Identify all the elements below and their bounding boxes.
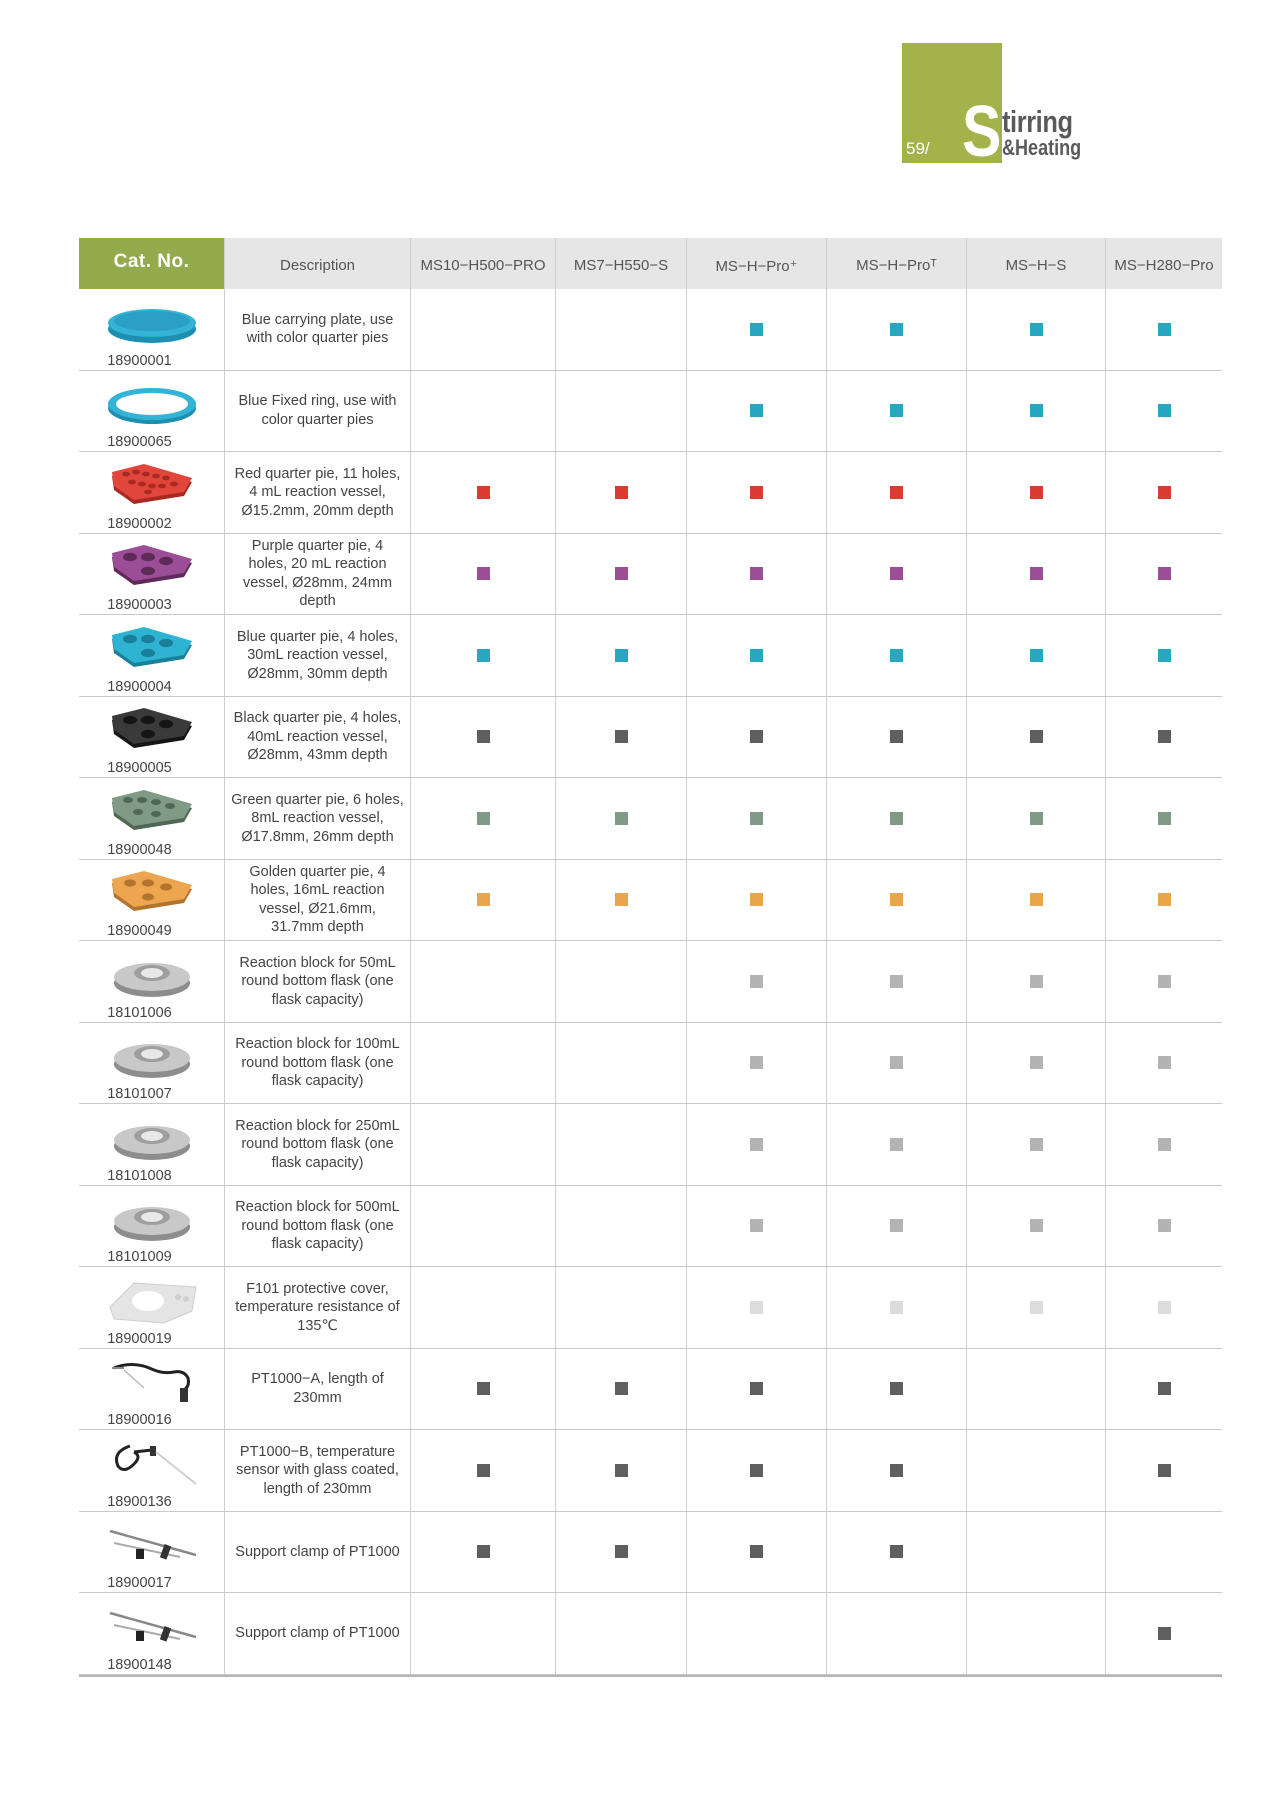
compatible-mark bbox=[477, 567, 490, 580]
blue-ring-icon bbox=[102, 380, 202, 430]
compat-cell-ms-h-s bbox=[967, 860, 1106, 941]
compatible-mark bbox=[615, 1545, 628, 1558]
compat-cell-ms-h-pro-t bbox=[827, 452, 967, 533]
compat-cell-ms10-h500-pro bbox=[411, 371, 556, 452]
description-text: Reaction block for 100mL round bottom flask (one flask capacity) bbox=[235, 1036, 400, 1089]
black-pie-icon bbox=[102, 706, 202, 756]
compat-cell-ms10-h500-pro bbox=[411, 1512, 556, 1593]
description-cell bbox=[225, 778, 411, 859]
cat-no: 18900003 bbox=[107, 597, 172, 613]
compatible-mark bbox=[1030, 975, 1043, 988]
description-text: Support clamp of PT1000 bbox=[235, 1625, 400, 1641]
compatible-mark bbox=[1030, 404, 1043, 417]
cat-no-cell bbox=[79, 371, 225, 452]
cat-no-cell bbox=[79, 860, 225, 941]
compat-cell-ms-h-pro-plus bbox=[687, 1430, 827, 1511]
cat-no-cell bbox=[79, 1104, 225, 1185]
table-row bbox=[79, 1267, 1222, 1349]
compatible-mark bbox=[1158, 323, 1171, 336]
compat-cell-ms-h280-pro bbox=[1106, 534, 1222, 615]
description-cell bbox=[225, 941, 411, 1022]
compatible-mark bbox=[750, 1545, 763, 1558]
compatible-mark bbox=[890, 730, 903, 743]
compat-cell-ms10-h500-pro bbox=[411, 534, 556, 615]
compatible-mark bbox=[890, 1545, 903, 1558]
table-row bbox=[79, 534, 1222, 616]
description-cell bbox=[225, 697, 411, 778]
compat-cell-ms-h-pro-t bbox=[827, 615, 967, 696]
description-text: Reaction block for 50mL round bottom flask (one flask capacity) bbox=[239, 954, 396, 1008]
compat-cell-ms-h-pro-t bbox=[827, 778, 967, 859]
compatible-mark bbox=[1158, 1382, 1171, 1395]
table-row bbox=[79, 1186, 1222, 1268]
compatible-mark bbox=[477, 1464, 490, 1477]
compat-cell-ms10-h500-pro bbox=[411, 941, 556, 1022]
cat-no: 18900019 bbox=[107, 1330, 172, 1347]
compat-cell-ms-h-pro-t bbox=[827, 1023, 967, 1104]
table-row bbox=[79, 941, 1222, 1023]
compat-cell-ms7-h550-s bbox=[556, 1104, 687, 1185]
compat-cell-ms-h-s bbox=[967, 1186, 1106, 1267]
cat-no-cell bbox=[79, 452, 225, 533]
compatible-mark bbox=[615, 1464, 628, 1477]
compatible-mark bbox=[477, 812, 490, 825]
table-row bbox=[79, 289, 1222, 371]
description-cell bbox=[225, 860, 411, 941]
compat-cell-ms10-h500-pro bbox=[411, 1267, 556, 1348]
compat-cell-ms-h280-pro bbox=[1106, 1512, 1222, 1593]
compat-cell-ms-h280-pro bbox=[1106, 778, 1222, 859]
compatible-mark bbox=[1030, 1219, 1043, 1232]
compat-cell-ms-h-pro-plus bbox=[687, 534, 827, 615]
table-row bbox=[79, 1430, 1222, 1512]
page-number: 59/ bbox=[906, 139, 930, 158]
brand-title-line2: &Heating bbox=[1002, 135, 1082, 160]
compatible-mark bbox=[890, 1301, 903, 1314]
compat-cell-ms10-h500-pro bbox=[411, 452, 556, 533]
brand-logo bbox=[902, 43, 1102, 172]
compat-cell-ms10-h500-pro bbox=[411, 778, 556, 859]
compat-cell-ms-h280-pro bbox=[1106, 941, 1222, 1022]
compatible-mark bbox=[890, 1056, 903, 1069]
cat-no: 18900048 bbox=[107, 841, 172, 858]
compat-cell-ms-h-s bbox=[967, 941, 1106, 1022]
header-model-ms10-h500-pro: MS10−H500−PRO bbox=[411, 238, 556, 289]
compatible-mark bbox=[1158, 1219, 1171, 1232]
compatible-mark bbox=[1030, 812, 1043, 825]
compatible-mark bbox=[477, 1382, 490, 1395]
cat-no-cell bbox=[79, 1349, 225, 1430]
table-header-row bbox=[79, 238, 1222, 289]
compatible-mark bbox=[1158, 1056, 1171, 1069]
description-cell bbox=[225, 534, 411, 615]
compat-cell-ms10-h500-pro bbox=[411, 860, 556, 941]
table-row bbox=[79, 1349, 1222, 1431]
description-text: Blue Fixed ring, use with color quarter pies bbox=[238, 393, 397, 428]
cat-no: 18900065 bbox=[107, 434, 172, 450]
compat-cell-ms10-h500-pro bbox=[411, 1349, 556, 1430]
compat-cell-ms10-h500-pro bbox=[411, 1430, 556, 1511]
description-text: Purple quarter pie, 4 holes, 20 mL reaction vessel, Ø28mm, 24mm depth bbox=[242, 537, 393, 610]
compat-cell-ms-h280-pro bbox=[1106, 1593, 1222, 1674]
header-model-ms-h-pro-t: MS−H−Proᵀ bbox=[827, 238, 967, 289]
compatible-mark bbox=[1030, 1301, 1043, 1314]
compat-cell-ms7-h550-s bbox=[556, 371, 687, 452]
compat-cell-ms-h-pro-t bbox=[827, 1104, 967, 1185]
golden-pie-icon bbox=[102, 869, 202, 919]
compat-cell-ms-h-pro-t bbox=[827, 860, 967, 941]
compatible-mark bbox=[890, 404, 903, 417]
compatible-mark bbox=[890, 1382, 903, 1395]
cat-no-cell bbox=[79, 289, 225, 370]
table-row bbox=[79, 860, 1222, 942]
compat-cell-ms7-h550-s bbox=[556, 534, 687, 615]
compat-cell-ms-h-pro-plus bbox=[687, 1186, 827, 1267]
compat-cell-ms10-h500-pro bbox=[411, 1104, 556, 1185]
description-cell bbox=[225, 1023, 411, 1104]
compat-cell-ms7-h550-s bbox=[556, 1512, 687, 1593]
compat-cell-ms-h-pro-plus bbox=[687, 1349, 827, 1430]
cat-no: 18900002 bbox=[107, 515, 172, 532]
compatible-mark bbox=[477, 893, 490, 906]
compatible-mark bbox=[750, 1301, 763, 1314]
compat-cell-ms7-h550-s bbox=[556, 1267, 687, 1348]
table-row bbox=[79, 1104, 1222, 1186]
compat-cell-ms-h-pro-t bbox=[827, 1593, 967, 1674]
compat-cell-ms-h280-pro bbox=[1106, 697, 1222, 778]
compatible-mark bbox=[477, 486, 490, 499]
compat-cell-ms-h-s bbox=[967, 1104, 1106, 1185]
description-cell bbox=[225, 1593, 411, 1674]
compatible-mark bbox=[750, 893, 763, 906]
compatible-mark bbox=[1030, 486, 1043, 499]
compatible-mark bbox=[1030, 1138, 1043, 1151]
cat-no-cell bbox=[79, 1512, 225, 1593]
compatible-mark bbox=[750, 1138, 763, 1151]
cat-no-cell bbox=[79, 1023, 225, 1104]
description-cell bbox=[225, 615, 411, 696]
compatible-mark bbox=[750, 1219, 763, 1232]
compat-cell-ms-h-s bbox=[967, 452, 1106, 533]
cat-no: 18900001 bbox=[107, 352, 172, 369]
compatible-mark bbox=[890, 649, 903, 662]
compat-cell-ms-h280-pro bbox=[1106, 371, 1222, 452]
compat-cell-ms-h-s bbox=[967, 1430, 1106, 1511]
cat-no-cell bbox=[79, 534, 225, 615]
brand-title-line1: tirring bbox=[1002, 104, 1073, 139]
description-text: Support clamp of PT1000 bbox=[235, 1543, 400, 1560]
compat-cell-ms7-h550-s bbox=[556, 1349, 687, 1430]
header-model-ms-h-pro-plus: MS−H−Pro⁺ bbox=[687, 238, 827, 289]
compat-cell-ms-h-pro-t bbox=[827, 371, 967, 452]
description-text: Red quarter pie, 11 holes, 4 mL reaction vessel, Ø15.2mm, 20mm depth bbox=[234, 465, 401, 519]
compat-cell-ms-h-pro-plus bbox=[687, 778, 827, 859]
compatible-mark bbox=[750, 486, 763, 499]
cat-no: 18900148 bbox=[107, 1656, 172, 1673]
green-pie-icon bbox=[102, 788, 202, 838]
header-description: Description bbox=[225, 238, 411, 289]
compatible-mark bbox=[1158, 1138, 1171, 1151]
compatible-mark bbox=[890, 975, 903, 988]
compat-cell-ms7-h550-s bbox=[556, 1186, 687, 1267]
purple-pie-icon bbox=[102, 543, 202, 593]
compat-cell-ms-h280-pro bbox=[1106, 1349, 1222, 1430]
compat-cell-ms10-h500-pro bbox=[411, 697, 556, 778]
compat-cell-ms7-h550-s bbox=[556, 697, 687, 778]
header-cat-no: Cat. No. bbox=[79, 238, 225, 289]
compatible-mark bbox=[890, 486, 903, 499]
compat-cell-ms-h-pro-plus bbox=[687, 371, 827, 452]
compatible-mark bbox=[1158, 812, 1171, 825]
description-text: F101 protective cover, temperature resistance of 135℃ bbox=[235, 1280, 400, 1334]
table-row bbox=[79, 778, 1222, 860]
compat-cell-ms7-h550-s bbox=[556, 860, 687, 941]
compat-cell-ms7-h550-s bbox=[556, 1430, 687, 1511]
cat-no: 18900017 bbox=[107, 1575, 172, 1591]
description-cell bbox=[225, 1104, 411, 1185]
description-cell bbox=[225, 452, 411, 533]
table-body bbox=[79, 289, 1222, 1675]
reaction-block-icon bbox=[102, 1114, 202, 1164]
compat-cell-ms-h-pro-t bbox=[827, 1267, 967, 1348]
compatible-mark bbox=[750, 649, 763, 662]
compat-cell-ms-h-pro-t bbox=[827, 1430, 967, 1511]
compatibility-table bbox=[79, 238, 1222, 1677]
description-text: Blue quarter pie, 4 holes, 30mL reaction vessel, Ø28mm, 30mm depth bbox=[236, 628, 399, 682]
compat-cell-ms-h-pro-t bbox=[827, 941, 967, 1022]
support-clamp-icon bbox=[102, 1603, 202, 1653]
table-row bbox=[79, 1023, 1222, 1105]
cat-no-cell bbox=[79, 615, 225, 696]
compatible-mark bbox=[890, 1138, 903, 1151]
compatible-mark bbox=[1158, 404, 1171, 417]
compatible-mark bbox=[1030, 567, 1043, 580]
header-model-ms7-h550-s: MS7−H550−S bbox=[556, 238, 687, 289]
compat-cell-ms-h-s bbox=[967, 778, 1106, 859]
compatible-mark bbox=[1158, 975, 1171, 988]
compat-cell-ms-h-s bbox=[967, 1349, 1106, 1430]
compat-cell-ms-h280-pro bbox=[1106, 1104, 1222, 1185]
compat-cell-ms10-h500-pro bbox=[411, 615, 556, 696]
compat-cell-ms-h-pro-t bbox=[827, 1186, 967, 1267]
compat-cell-ms-h-pro-plus bbox=[687, 1512, 827, 1593]
compatible-mark bbox=[750, 975, 763, 988]
compatible-mark bbox=[890, 567, 903, 580]
blue-plate-icon bbox=[102, 299, 202, 349]
cat-no: 18900004 bbox=[107, 678, 172, 695]
compatible-mark bbox=[750, 1464, 763, 1477]
compat-cell-ms10-h500-pro bbox=[411, 1186, 556, 1267]
compat-cell-ms7-h550-s bbox=[556, 941, 687, 1022]
description-cell bbox=[225, 1430, 411, 1511]
table-row bbox=[79, 1512, 1222, 1594]
compatible-mark bbox=[1158, 567, 1171, 580]
header-model-ms-h-s: MS−H−S bbox=[967, 238, 1106, 289]
compatible-mark bbox=[1158, 1301, 1171, 1314]
compatible-mark bbox=[1030, 730, 1043, 743]
description-text: Golden quarter pie, 4 holes, 16mL reaction vessel, Ø21.6mm, 31.7mm depth bbox=[249, 863, 386, 936]
compat-cell-ms-h-pro-plus bbox=[687, 860, 827, 941]
cat-no-cell bbox=[79, 1593, 225, 1674]
sensor-coil-icon bbox=[102, 1440, 202, 1490]
compatible-mark bbox=[890, 893, 903, 906]
compatible-mark bbox=[1030, 649, 1043, 662]
compatible-mark bbox=[750, 1056, 763, 1069]
compat-cell-ms-h280-pro bbox=[1106, 452, 1222, 533]
compatible-mark bbox=[615, 649, 628, 662]
compat-cell-ms-h-s bbox=[967, 615, 1106, 696]
compat-cell-ms-h280-pro bbox=[1106, 1267, 1222, 1348]
cat-no-cell bbox=[79, 1186, 225, 1267]
compat-cell-ms7-h550-s bbox=[556, 1023, 687, 1104]
compat-cell-ms-h280-pro bbox=[1106, 1023, 1222, 1104]
support-clamp-icon bbox=[102, 1521, 202, 1571]
protective-cover-icon bbox=[102, 1277, 202, 1327]
compatible-mark bbox=[477, 649, 490, 662]
cat-no-cell bbox=[79, 1430, 225, 1511]
compat-cell-ms-h-pro-plus bbox=[687, 941, 827, 1022]
compat-cell-ms10-h500-pro bbox=[411, 1023, 556, 1104]
compatible-mark bbox=[890, 1219, 903, 1232]
description-cell bbox=[225, 1349, 411, 1430]
compatible-mark bbox=[890, 323, 903, 336]
compat-cell-ms-h280-pro bbox=[1106, 289, 1222, 370]
compatible-mark bbox=[615, 893, 628, 906]
compatible-mark bbox=[890, 1464, 903, 1477]
cat-no: 18101006 bbox=[107, 1004, 172, 1021]
compat-cell-ms-h-pro-plus bbox=[687, 697, 827, 778]
compat-cell-ms-h-pro-plus bbox=[687, 1593, 827, 1674]
compatible-mark bbox=[1158, 893, 1171, 906]
compat-cell-ms7-h550-s bbox=[556, 1593, 687, 1674]
table-row bbox=[79, 1593, 1222, 1675]
compat-cell-ms7-h550-s bbox=[556, 778, 687, 859]
compat-cell-ms-h-s bbox=[967, 1593, 1106, 1674]
compat-cell-ms7-h550-s bbox=[556, 452, 687, 533]
compatible-mark bbox=[1158, 486, 1171, 499]
compat-cell-ms-h280-pro bbox=[1106, 1430, 1222, 1511]
compatible-mark bbox=[1158, 1627, 1171, 1640]
compatible-mark bbox=[1158, 649, 1171, 662]
cat-no-cell bbox=[79, 697, 225, 778]
description-cell bbox=[225, 371, 411, 452]
compatible-mark bbox=[477, 1545, 490, 1558]
compat-cell-ms-h-s bbox=[967, 1023, 1106, 1104]
cat-no: 18900136 bbox=[107, 1493, 172, 1510]
description-text: Reaction block for 500mL round bottom flask (one flask capacity) bbox=[235, 1199, 400, 1252]
cat-no: 18101008 bbox=[107, 1167, 172, 1184]
description-cell bbox=[225, 1186, 411, 1267]
compatible-mark bbox=[1030, 893, 1043, 906]
compat-cell-ms-h-pro-t bbox=[827, 534, 967, 615]
cat-no-cell bbox=[79, 941, 225, 1022]
compat-cell-ms-h-s bbox=[967, 1267, 1106, 1348]
header-model-ms-h280-pro: MS−H280−Pro bbox=[1106, 238, 1222, 289]
cat-no-cell bbox=[79, 1267, 225, 1348]
compat-cell-ms-h-pro-t bbox=[827, 697, 967, 778]
compatible-mark bbox=[750, 730, 763, 743]
compatible-mark bbox=[890, 812, 903, 825]
compatible-mark bbox=[615, 486, 628, 499]
reaction-block-icon bbox=[102, 1032, 202, 1082]
compat-cell-ms-h-pro-plus bbox=[687, 615, 827, 696]
description-cell bbox=[225, 289, 411, 370]
compat-cell-ms-h280-pro bbox=[1106, 860, 1222, 941]
compat-cell-ms-h280-pro bbox=[1106, 1186, 1222, 1267]
description-text: PT1000−A, length of 230mm bbox=[251, 1371, 384, 1406]
compat-cell-ms-h-s bbox=[967, 1512, 1106, 1593]
compat-cell-ms-h-pro-plus bbox=[687, 289, 827, 370]
cat-no: 18900016 bbox=[107, 1412, 172, 1428]
description-text: Black quarter pie, 4 holes, 40mL reaction vessel, Ø28mm, 43mm depth bbox=[233, 710, 402, 763]
compat-cell-ms-h-pro-plus bbox=[687, 452, 827, 533]
compat-cell-ms-h-s bbox=[967, 697, 1106, 778]
compatible-mark bbox=[1158, 1464, 1171, 1477]
compatible-mark bbox=[750, 812, 763, 825]
description-text: Green quarter pie, 6 holes, 8mL reaction vessel, Ø17.8mm, 26mm depth bbox=[231, 791, 404, 845]
table-row bbox=[79, 371, 1222, 453]
description-cell bbox=[225, 1267, 411, 1348]
table-row bbox=[79, 615, 1222, 697]
compatible-mark bbox=[615, 1382, 628, 1395]
compat-cell-ms-h-pro-plus bbox=[687, 1023, 827, 1104]
compatible-mark bbox=[615, 812, 628, 825]
brand-letter-s: S bbox=[962, 92, 1002, 172]
compat-cell-ms7-h550-s bbox=[556, 615, 687, 696]
cat-no: 18101007 bbox=[107, 1086, 172, 1102]
compatible-mark bbox=[750, 404, 763, 417]
compat-cell-ms-h-s bbox=[967, 371, 1106, 452]
compatible-mark bbox=[615, 730, 628, 743]
compat-cell-ms-h-pro-t bbox=[827, 1349, 967, 1430]
cat-no-cell bbox=[79, 778, 225, 859]
description-cell bbox=[225, 1512, 411, 1593]
compat-cell-ms-h-s bbox=[967, 289, 1106, 370]
reaction-block-icon bbox=[102, 951, 202, 1001]
compatible-mark bbox=[750, 323, 763, 336]
reaction-block-icon bbox=[102, 1195, 202, 1245]
compatible-mark bbox=[1158, 730, 1171, 743]
cat-no: 18900005 bbox=[107, 760, 172, 776]
table-row bbox=[79, 452, 1222, 534]
cat-no: 18900049 bbox=[107, 923, 172, 939]
compat-cell-ms10-h500-pro bbox=[411, 289, 556, 370]
compatible-mark bbox=[615, 567, 628, 580]
cat-no: 18101009 bbox=[107, 1249, 172, 1265]
compatible-mark bbox=[1030, 1056, 1043, 1069]
compatible-mark bbox=[750, 1382, 763, 1395]
compat-cell-ms-h-pro-plus bbox=[687, 1104, 827, 1185]
compatible-mark bbox=[750, 567, 763, 580]
compat-cell-ms-h-pro-t bbox=[827, 1512, 967, 1593]
sensor-cable-icon bbox=[102, 1358, 202, 1408]
compat-cell-ms7-h550-s bbox=[556, 289, 687, 370]
description-text: Reaction block for 250mL round bottom flask (one flask capacity) bbox=[235, 1117, 400, 1171]
compat-cell-ms-h-pro-t bbox=[827, 289, 967, 370]
description-text: PT1000−B, temperature sensor with glass coated, length of 230mm bbox=[236, 1443, 399, 1497]
compat-cell-ms10-h500-pro bbox=[411, 1593, 556, 1674]
compat-cell-ms-h-pro-plus bbox=[687, 1267, 827, 1348]
compat-cell-ms-h-s bbox=[967, 534, 1106, 615]
description-text: Blue carrying plate, use with color quarter pies bbox=[241, 311, 394, 347]
compatible-mark bbox=[1030, 323, 1043, 336]
table-row bbox=[79, 697, 1222, 779]
compat-cell-ms-h280-pro bbox=[1106, 615, 1222, 696]
compatible-mark bbox=[477, 730, 490, 743]
red-pie-icon bbox=[102, 462, 202, 512]
blue-pie-icon bbox=[102, 625, 202, 675]
